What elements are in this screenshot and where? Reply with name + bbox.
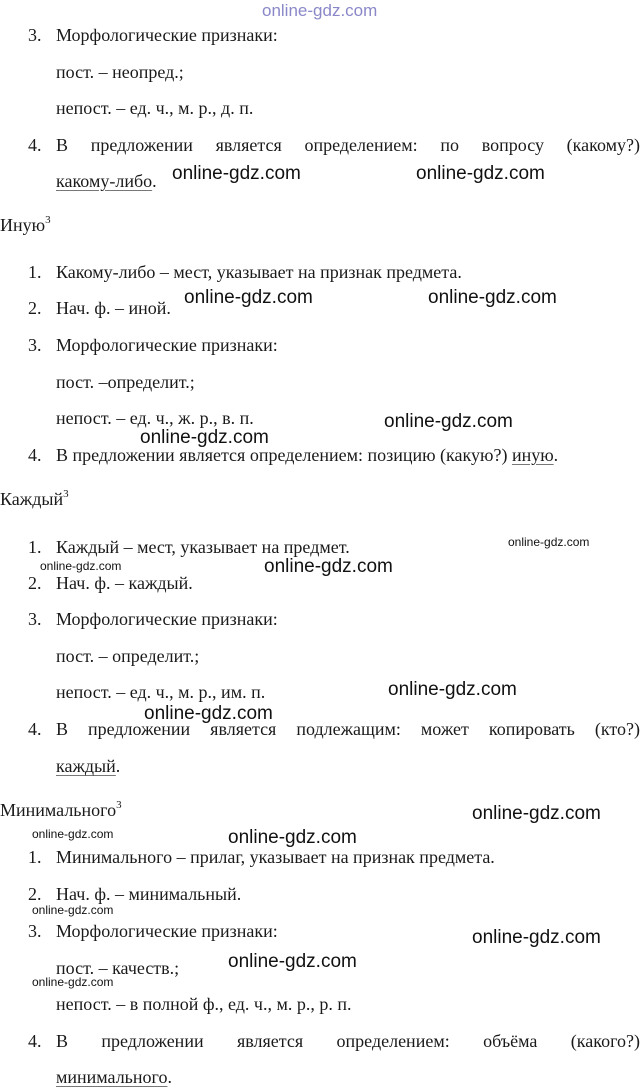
section-heading: Минимального$^3$ [0,799,122,820]
constant-features: пост. – определит.; [56,646,200,666]
item-text: Морфологические признаки: [56,335,278,355]
constant-features: пост. – качеств.; [56,958,180,978]
section-heading: Иную$^3$ [0,214,51,235]
item-number: 2. [28,884,42,904]
watermark: online-gdz.com [508,535,590,549]
watermark: online-gdz.com [32,903,114,917]
item-text: В предложении является подлежащим: может копировать (кто?) [56,719,640,739]
item-text-continued: минимального. [56,1067,172,1087]
item-text: Нач. ф. – каждый. [56,573,193,593]
watermark: online-gdz.com [172,163,301,184]
item-number: 3. [28,921,42,941]
watermark: online-gdz.com [264,556,393,577]
watermark: online-gdz.com [228,827,357,848]
underlined-word: каждый [56,756,116,776]
watermark-top: online-gdz.com [262,1,378,20]
item-number: 4. [28,135,42,155]
variable-features: непост. – ед. ч., м. р., д. п. [56,98,254,118]
item-text: Морфологические признаки: [56,609,278,629]
item-text: Какому-либо – мест, указывает на признак предмета. [56,262,462,282]
item-number: 2. [28,573,42,593]
watermark: online-gdz.com [144,703,273,724]
constant-features: пост. –определит.; [56,372,195,392]
watermark: online-gdz.com [388,679,517,700]
watermark: online-gdz.com [472,927,601,948]
underlined-word: какому-либо [56,171,153,191]
item-text-continued: какому-либо. [56,171,157,191]
variable-features: непост. – ед. ч., ж. р., в. п. [56,408,254,428]
item-number: 1. [28,847,42,867]
item-text: В предложении является определением: по вопросу (какому?) [56,135,640,155]
underlined-word: минимального [56,1067,168,1087]
item-text: В предложении является определением: позицию (какую?) иную. [56,445,559,465]
item-number: 3. [28,609,42,629]
item-text-continued: каждый. [56,756,121,776]
watermark: online-gdz.com [416,163,545,184]
watermark: online-gdz.com [472,803,601,824]
item-text: Нач. ф. – минимальный. [56,884,242,904]
watermark: online-gdz.com [40,559,122,573]
watermark: online-gdz.com [384,411,513,432]
item-number: 4. [28,445,42,465]
item-text: В предложении является определением: объёма (какого?) [56,1031,640,1051]
constant-features: пост. – неопред.; [56,62,184,82]
item-text: Каждый – мест, указывает на предмет. [56,537,350,557]
watermark: online-gdz.com [32,827,114,841]
item-text: Нач. ф. – иной. [56,298,171,318]
watermark: online-gdz.com [32,975,114,989]
section-heading: Каждый$^3$ [0,488,69,509]
item-number: 1. [28,262,42,282]
watermark: online-gdz.com [184,287,313,308]
item-text: Морфологические признаки: [56,921,278,941]
watermark: online-gdz.com [140,427,269,448]
underlined-word: иную [511,445,554,465]
variable-features: непост. – в полной ф., ед. ч., м. р., р. п. [56,994,352,1014]
watermark: online-gdz.com [228,951,357,972]
item-number: 2. [28,298,42,318]
item-number: 4. [28,719,42,739]
item-number: 3. [28,25,42,45]
item-text: Минимального – прилаг, указывает на признак предмета. [56,847,495,867]
item-number: 3. [28,335,42,355]
watermark: online-gdz.com [428,287,557,308]
item-number: 4. [28,1031,42,1051]
item-number: 1. [28,537,42,557]
item-text: Морфологические признаки: [56,25,278,45]
variable-features: непост. – ед. ч., м. р., им. п. [56,682,266,702]
